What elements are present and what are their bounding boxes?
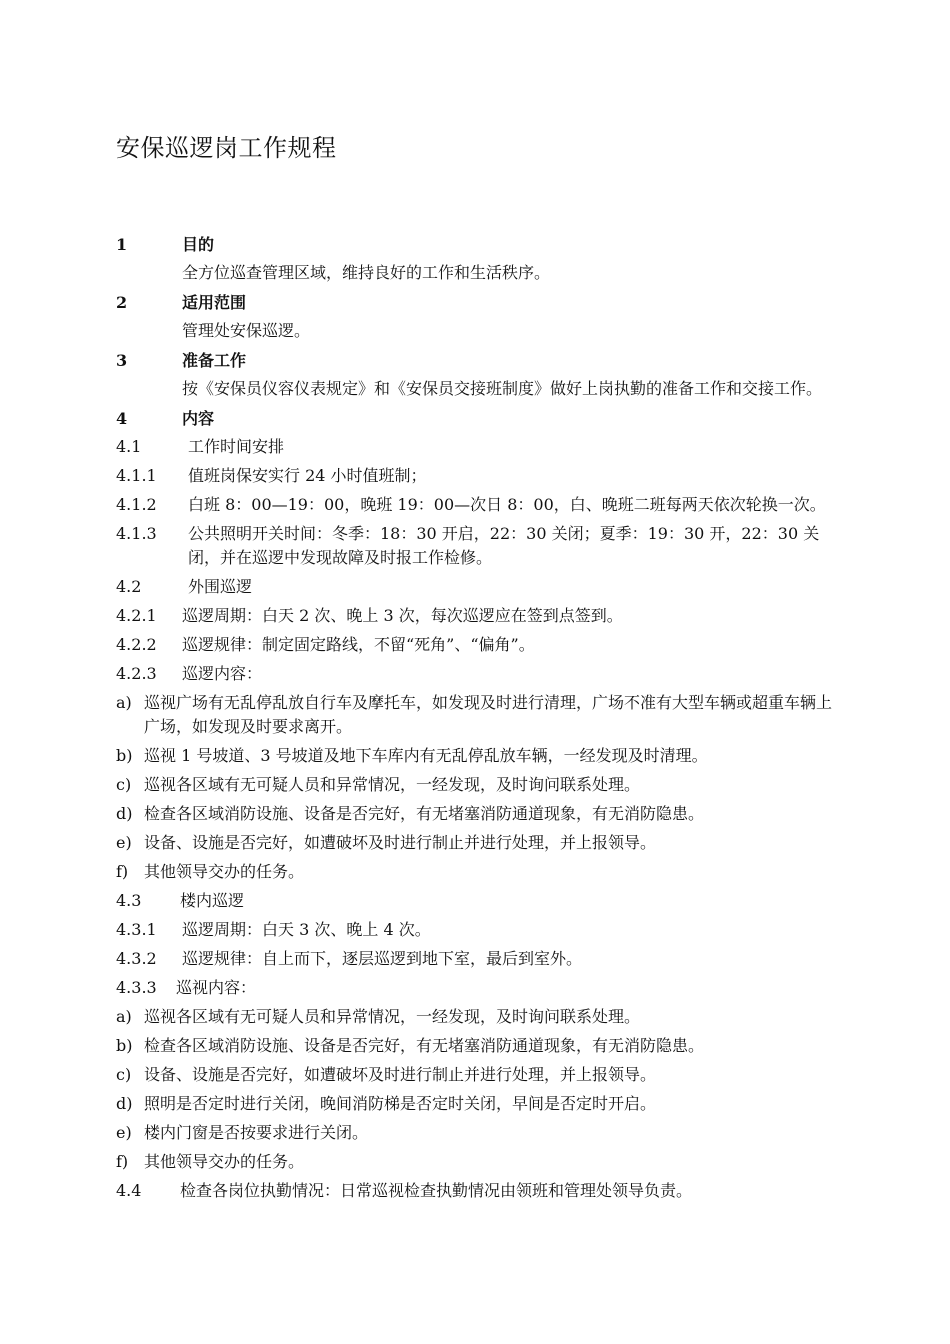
clause-text: 巡逻规律：自上而下，逐层巡逻到地下室，最后到室外。	[182, 949, 583, 968]
list-item	[116, 1034, 846, 1058]
section-2-heading	[116, 290, 846, 319]
list-text: 检查各区域消防设施、设备是否完好，有无堵塞消防通道现象，有无消防隐患。	[144, 1036, 705, 1055]
list-label: e)	[116, 1123, 132, 1142]
list-label: b)	[116, 1036, 133, 1055]
clause-4-1-3	[116, 522, 846, 570]
clause-number: 4.1.1	[116, 466, 157, 485]
list-item	[116, 744, 846, 768]
clause-text: 检查各岗位执勤情况：日常巡视检查执勤情况由领班和管理处领导负责。	[180, 1181, 693, 1200]
clause-text: 巡视内容：	[176, 978, 257, 997]
list-text: 设备、设施是否完好，如遭破坏及时进行制止并进行处理，并上报领导。	[144, 1065, 657, 1084]
section-label: 内容	[182, 409, 215, 428]
clause-4-1	[116, 435, 846, 459]
document-body	[116, 232, 846, 1208]
clause-number: 4.3	[116, 891, 142, 910]
clause-number: 4.3.3	[116, 978, 157, 997]
list-label: f)	[116, 1152, 129, 1171]
clause-number: 4.1.3	[116, 524, 157, 543]
list-text: 其他领导交办的任务。	[144, 1152, 305, 1171]
list-text: 楼内门窗是否按要求进行关闭。	[144, 1123, 369, 1142]
clause-number: 4.3.2	[116, 949, 157, 968]
clause-text: 巡逻规律：制定固定路线，不留“死角”、“偏角”。	[182, 635, 535, 654]
list-item	[116, 773, 846, 797]
section-number: 4	[116, 409, 128, 428]
section-label: 适用范围	[182, 293, 247, 312]
list-label: d)	[116, 804, 133, 823]
clause-4-2	[116, 575, 846, 599]
document-title: 安保巡逻岗工作规程	[116, 134, 337, 162]
section-number: 2	[116, 293, 128, 312]
clause-number: 4.1	[116, 437, 142, 456]
section-1-heading	[116, 232, 846, 261]
clause-4-2-3	[116, 662, 846, 686]
section-1-text: 全方位巡查管理区域，维持良好的工作和生活秩序。	[182, 263, 551, 282]
list-item	[116, 860, 846, 884]
section-number: 1	[116, 235, 128, 254]
list-label: f)	[116, 862, 129, 881]
clause-4-3-3	[116, 976, 846, 1000]
clause-4-3-2	[116, 947, 846, 971]
list-text: 设备、设施是否完好，如遭破坏及时进行制止并进行处理，并上报领导。	[144, 833, 657, 852]
section-4-heading	[116, 406, 846, 435]
clause-number: 4.2.2	[116, 635, 157, 654]
list-item	[116, 1063, 846, 1087]
list-item	[116, 691, 846, 739]
clause-text: 巡逻周期：白天 2 次、晚上 3 次，每次巡逻应在签到点签到。	[182, 606, 623, 625]
clause-text: 巡逻周期：白天 3 次、晚上 4 次。	[182, 920, 431, 939]
list-label: c)	[116, 775, 132, 794]
clause-4-4	[116, 1179, 846, 1203]
list-label: c)	[116, 1065, 132, 1084]
clause-4-2-2	[116, 633, 846, 657]
list-text: 巡视广场有无乱停乱放自行车及摩托车，如发现及时进行清理，广场不准有大型车辆或超重车辆上广场，如发现及时要求离开。	[144, 693, 833, 736]
list-item	[116, 1092, 846, 1116]
list-text: 巡视各区域有无可疑人员和异常情况，一经发现，及时询问联系处理。	[144, 775, 641, 794]
section-3-heading	[116, 348, 846, 377]
list-item	[116, 831, 846, 855]
clause-text: 楼内巡逻	[180, 891, 245, 910]
list-text: 巡视 1 号坡道、3 号坡道及地下车库内有无乱停乱放车辆，一经发现及时清理。	[144, 746, 708, 765]
list-item	[116, 802, 846, 826]
clause-text: 外围巡逻	[188, 577, 253, 596]
clause-4-3	[116, 889, 846, 913]
clause-number: 4.2.3	[116, 664, 157, 683]
list-item	[116, 1005, 846, 1029]
list-text: 检查各区域消防设施、设备是否完好，有无堵塞消防通道现象，有无消防隐患。	[144, 804, 705, 823]
list-item	[116, 1121, 846, 1145]
list-label: a)	[116, 1007, 132, 1026]
section-number: 3	[116, 351, 128, 370]
section-label: 准备工作	[182, 351, 247, 370]
clause-text: 值班岗保安实行 24 小时值班制；	[188, 466, 427, 485]
clause-text: 公共照明开关时间：冬季：18：30 开启，22：30 关闭；夏季：19：30 开，22：30 关闭，并在巡逻中发现故障及时报工作检修。	[188, 524, 820, 567]
clause-number: 4.4	[116, 1181, 142, 1200]
list-label: b)	[116, 746, 133, 765]
clause-number: 4.1.2	[116, 495, 157, 514]
clause-text: 巡逻内容：	[182, 664, 263, 683]
clause-4-1-2	[116, 493, 846, 517]
list-item	[116, 1150, 846, 1174]
section-label: 目的	[182, 235, 215, 254]
list-text: 巡视各区域有无可疑人员和异常情况，一经发现，及时询问联系处理。	[144, 1007, 641, 1026]
list-text: 其他领导交办的任务。	[144, 862, 305, 881]
clause-4-1-1	[116, 464, 846, 488]
clause-text: 白班 8：00—19：00，晚班 19：00—次日 8：00，白、晚班二班每两天依次轮换一次。	[188, 495, 826, 514]
list-text: 照明是否定时进行关闭，晚间消防梯是否定时关闭，早间是否定时开启。	[144, 1094, 657, 1113]
list-label: a)	[116, 693, 132, 712]
list-label: e)	[116, 833, 132, 852]
clause-text: 工作时间安排	[188, 437, 285, 456]
clause-number: 4.3.1	[116, 920, 157, 939]
list-label: d)	[116, 1094, 133, 1113]
section-3-text: 按《安保员仪容仪表规定》和《安保员交接班制度》做好上岗执勤的准备工作和交接工作。	[182, 379, 823, 398]
clause-4-3-1	[116, 918, 846, 942]
clause-number: 4.2.1	[116, 606, 157, 625]
clause-4-2-1	[116, 604, 846, 628]
clause-number: 4.2	[116, 577, 142, 596]
section-2-text: 管理处安保巡逻。	[182, 321, 311, 340]
